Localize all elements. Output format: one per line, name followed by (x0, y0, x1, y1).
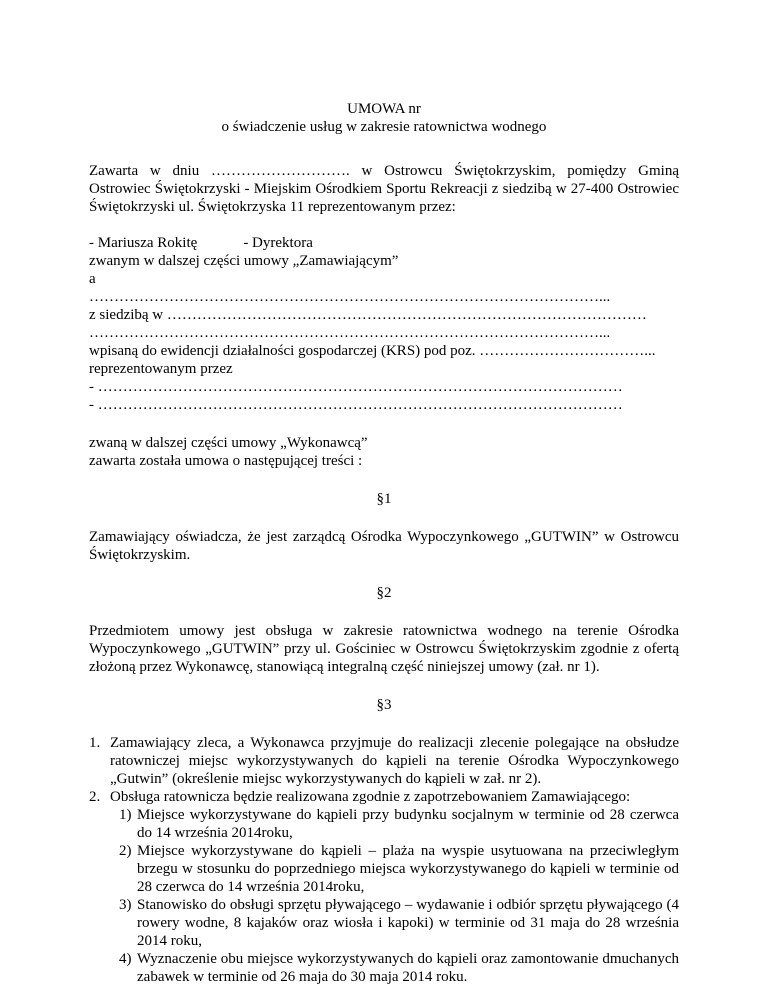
list-item-number: 1. (89, 735, 101, 751)
concluded-statement: zawarta została umowa o następującej treści : (89, 453, 363, 469)
document-page (89, 0, 679, 986)
representative-name: - Mariusza Rokitę (89, 235, 198, 251)
contractor-address-blank: …………………………………………………………………………………………... (89, 325, 611, 341)
sub-list-item-number: 1) (119, 807, 132, 823)
section-1-text: Zamawiający oświadcza, że jest zarządcą Ośrodka Wypoczynkowego „GUTWIN” w Ostrowcu Świętokrzyskim. (89, 529, 679, 563)
conjunction: a (89, 271, 96, 287)
section-2-heading: §2 (376, 585, 392, 601)
representative-role: - Dyrektora (243, 235, 313, 251)
sub-list-item (89, 842, 679, 896)
section-1-heading: §1 (376, 491, 392, 507)
list-item (89, 734, 679, 788)
contractor-seat-line: z siedzibą w …………………………………………………………………………………… (89, 307, 647, 323)
sub-list-item-text: Wyznaczenie obu miejsce wykorzystywanych do kąpieli oraz zamontowanie dmuchanych zabawek w terminie od 26 maja do 30 maja 2014 roku. (137, 951, 679, 985)
section-3-list (89, 734, 679, 986)
list-item-text: Obsługa ratownicza będzie realizowana zgodnie z zapotrzebowaniem Zamawiającego: (110, 789, 631, 805)
contract-subtitle: o świadczenie usług w zakresie ratownictwa wodnego (221, 119, 547, 135)
sub-list-item (89, 950, 679, 986)
contractor-name-blank: …………………………………………………………………………………………... (89, 289, 611, 305)
list-item-number: 2. (89, 789, 101, 805)
section-2-text: Przedmiotem umowy jest obsługa w zakresie ratownictwa wodnego na terenie Ośrodka Wypoczynkowego „GUTWIN” przy ul. Gościniec w Ostrowcu Świętokrzyskim zgodnie z ofertą złożoną przez Wykonawcę, stanowiącą integralną część niniejszej umowy (zał. nr 1). (89, 623, 679, 675)
list-item (89, 788, 679, 806)
contract-title: UMOWA nr (347, 101, 421, 117)
list-item-text: Zamawiający zleca, a Wykonawca przyjmuje do realizacji zlecenie polegające na obsłudze ratowniczej miejsc wykorzystywanych do kąpieli na terenie Ośrodka Wypoczynkowego „Gutwin” (określenie miejsc wykorzystywanych do kąpieli w zał. nr 2). (110, 735, 679, 787)
ordering-party-definition: zwanym w dalszej części umowy „Zamawiającym” (89, 253, 399, 269)
sub-list-item-text: Stanowisko do obsługi sprzętu pływającego – wydawanie i odbiór sprzętu pływającego (4 rowery wodne, 8 kajaków oraz wiosła i kapoki) w terminie od 31 maja do 28 września 2014 roku, (137, 897, 679, 949)
contractor-rep-blank-2: - …………………………………………………………………………………………… (89, 397, 623, 413)
sub-list-item (89, 806, 679, 842)
sub-list-item (89, 896, 679, 950)
section-3-heading: §3 (376, 697, 392, 713)
contractor-rep-blank-1: - …………………………………………………………………………………………… (89, 379, 623, 395)
intro-paragraph: Zawarta w dniu ………………………. w Ostrowcu Świętokrzyskim, pomiędzy Gminą Ostrowiec Świętokrzyski - Miejskim Ośrodkiem Sportu Rekreacji z siedzibą w 27-400 Ostrowiec Świętokrzyski ul. Świętokrzyska 11 reprezentowanym przez: (89, 163, 679, 215)
krs-registration-line: wpisaną do ewidencji działalności gospodarczej (KRS) pod poz. ……………………………... (89, 343, 656, 359)
sub-list-item-text: Miejsce wykorzystywane do kąpieli – plaża na wyspie usytuowana na przeciwległym brzegu w stosunku do poprzedniego miejsca wykorzystywanego do kąpieli w terminie od 28 czerwca do 14 września 2014roku, (137, 843, 679, 895)
sub-list-item-number: 3) (119, 897, 132, 913)
represented-by-label: reprezentowanym przez (89, 361, 233, 377)
representative-line (89, 234, 679, 252)
sub-list-item-number: 4) (119, 951, 132, 967)
sub-list-item-text: Miejsce wykorzystywane do kąpieli przy budynku socjalnym w terminie od 28 czerwca do 14 września 2014roku, (137, 807, 679, 841)
sub-list-item-number: 2) (119, 843, 132, 859)
contractor-definition: zwaną w dalszej części umowy „Wykonawcą” (89, 435, 368, 451)
